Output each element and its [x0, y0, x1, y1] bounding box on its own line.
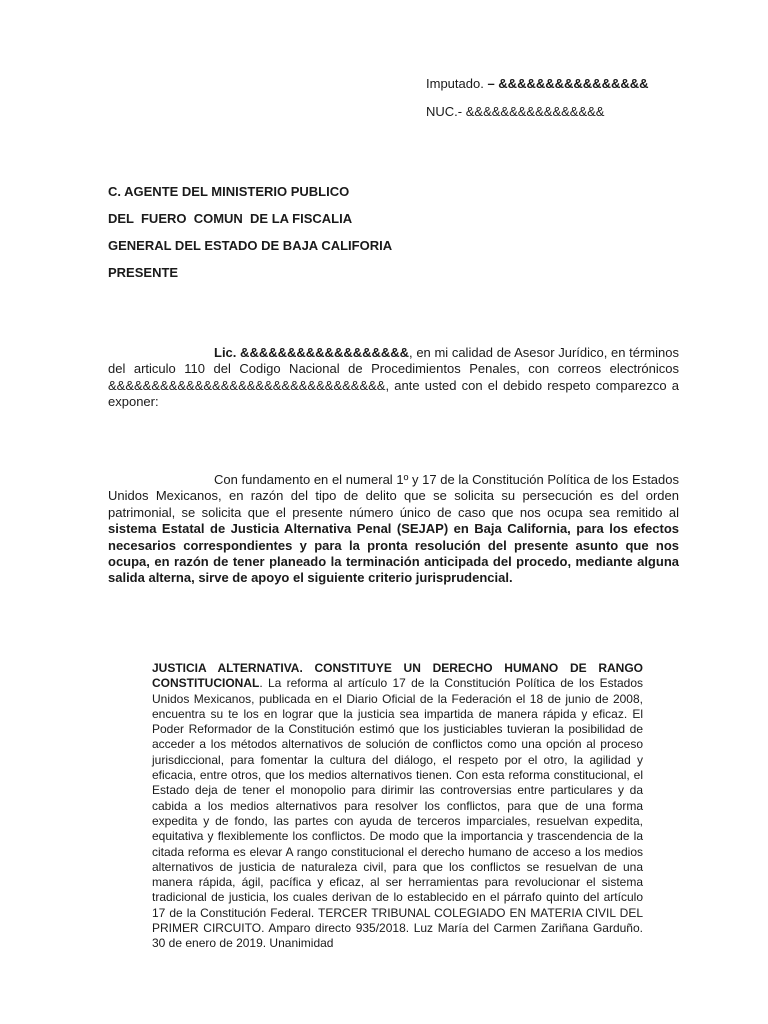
nuc-value: &&&&&&&&&&&&&&&& — [465, 104, 605, 119]
lic-name: Lic. &&&&&&&&&&&&&&&&&& — [214, 345, 410, 360]
nuc-label: NUC.- — [426, 104, 463, 119]
request-bold: sistema Estatal de Justicia Alternativa Penal (SEJAP) en Baja California, para los efectos necesarios correspondientes y para la pronta resolución del presente asunto que nos ocupa, en razón de tener planeado la terminación anticipada del procedo, mediante alguna salida alterna, sirve de apoyo el siguiente criterio jurisprudencial. — [108, 521, 679, 586]
request-paragraph — [108, 472, 679, 587]
intro-text: , en mi calidad de Asesor Jurídico, en términos del articulo 110 del Codigo Nacional de Procedimientos Penales, con correos electrónicos &&&&&&&&&&&&&&&&&&&&&&&&&&&&&&&&, ante usted con el debido respeto comparezco a exponer: — [108, 345, 679, 410]
imputado-label: Imputado. — [426, 76, 484, 91]
thesis-body: . La reforma al artículo 17 de la Constitución Política de los Estados Unidos Mexicanos, publicada en el Diario Oficial de la Federación el 18 de junio de 2008, encuentra su te los en lograr que la justicia sea impartida de manera rápida y eficaz. El Poder Reformador de la Constitución estimó que los justiciables tuvieran la posibilidad de acceder a los métodos alternativos de solución de conflictos como una opción al proceso jurisdiccional, para fomentar la cultura del diálogo, el respeto por el otro, la agilidad y eficacia, entre otros, que los medios alternativos tienen. Con esta reforma constitucional, el Estado deja de tener el monopolio para dirimir las controversias entre particulares y da cabida a los medios alternativos para resolver los conflictos, para que de una forma expedita y de fondo, las partes con ayuda de terceros imparciales, resuelvan expedita, equitativa y flexiblemente los conflictos. De modo que la importancia y trascendencia de la citada reforma es elevar A rango constitucional el derecho humano de acceso a los medios alternativos de justicia de naturaleza civil, para que los conflictos se resuelvan de una manera rápida, ágil, pacífica y eficaz, al ser herramientas para revolucionar el sistema tradicional de justicia, los cuales derivan de lo establecido en el párrafo quinto del artículo 17 de la Constitución Federal. TERCER TRIBUNAL COLEGIADO EN MATERIA CIVIL DEL PRIMER CIRCUITO. Amparo directo 935/2018. Luz María del Carmen Zariñana Garduño. 30 de enero de 2019. Unanimidad — [152, 676, 643, 951]
thesis-title: JUSTICIA ALTERNATIVA. CONSTITUYE UN DERECHO HUMANO DE RANGO CONSTITUCIONAL — [152, 661, 643, 691]
intro-paragraph — [108, 345, 679, 411]
request-plain: Con fundamento en el numeral 1º y 17 de la Constitución Política de los Estados Unidos Mexicanos, en razón del tipo de delito que se solicita su persecución es del orden patrimonial, se solicita que el presente número único de caso que nos ocupa sea remitido al — [108, 472, 679, 520]
addressee-line-1: C. AGENTE DEL MINISTERIO PUBLICO — [108, 184, 350, 199]
jurisprudence-thesis — [152, 661, 643, 952]
nuc-line — [426, 104, 604, 120]
addressee-block — [108, 184, 392, 292]
addressee-line-4: PRESENTE — [108, 265, 179, 280]
addressee-line-2: DEL FUERO COMUN DE LA FISCALIA — [108, 211, 353, 226]
imputado-value: – &&&&&&&&&&&&&&&& — [487, 76, 649, 91]
addressee-line-3: GENERAL DEL ESTADO DE BAJA CALIFORIA — [108, 238, 393, 253]
imputado-line — [426, 76, 649, 92]
